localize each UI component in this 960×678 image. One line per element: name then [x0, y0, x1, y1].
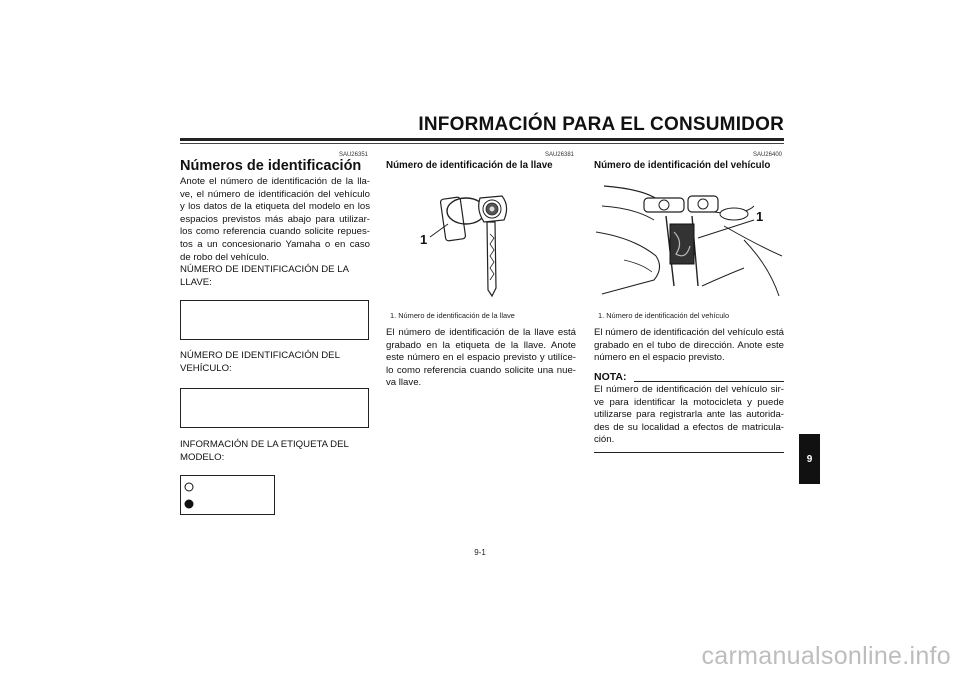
section-code: SAU26400 [752, 152, 782, 158]
key-paragraph: El número de identificación de la llave está grabado en la etiqueta de la llave. Anote este número en el espacio previsto y utilíce-lo como referencia cuando solicite una nue-va llave. [386, 327, 576, 389]
vehicle-illustration [594, 176, 784, 304]
page-number: 9-1 [474, 548, 486, 557]
note-paragraph: El número de identificación del vehículo sir-ve para identificar la motocicleta y puede utilizarse para registrarla ante las autorida-des de su localidad a efectos de matricula-ción. [594, 384, 784, 446]
vehicle-section-heading: Número de identificación del vehículo [594, 160, 771, 171]
vehicle-paragraph: El número de identificación del vehículo está grabado en el tubo de dirección. Anote este número en el espacio previsto. [594, 327, 784, 364]
header-rule-thin [180, 143, 784, 144]
chapter-tab[interactable]: 9 [799, 434, 820, 484]
section-code: SAU26381 [544, 152, 574, 158]
model-label-info-label: INFORMACIÓN DE LA ETIQUETA DEL MODELO: [180, 439, 349, 463]
model-label-field[interactable] [180, 475, 275, 515]
key-number-field[interactable] [180, 300, 369, 340]
vehicle-callout-number: 1 [756, 209, 764, 224]
section-code: SAU26351 [338, 152, 368, 158]
note-rule [634, 381, 784, 382]
key-illustration-svg [386, 176, 576, 304]
intro-paragraph: Anote el número de identificación de la lla-ve, el número de identificación del vehículo y los datos de la etiqueta del modelo en los espacios previstos más abajo para utilizar-los como referencia cuando solicite repues-tos a un concesionario Yamaha o en caso de robo del vehículo. [180, 176, 370, 263]
vehicle-number-field[interactable] [180, 388, 369, 428]
watermark: carmanualsonline.info [701, 642, 951, 670]
vehicle-figure-caption: 1. Número de identificación del vehículo [598, 311, 730, 320]
key-figure-caption: 1. Número de identificación de la llave [390, 311, 515, 320]
key-illustration [386, 176, 576, 304]
key-callout-number: 1 [420, 232, 428, 247]
vehicle-number-label: NÚMERO DE IDENTIFICACIÓN DEL VEHÍCULO: [180, 350, 340, 374]
page-header-title: INFORMACIÓN PARA EL CONSUMIDOR [418, 114, 784, 135]
key-number-label: NÚMERO DE IDENTIFICACIÓN DE LA LLAVE: [180, 264, 349, 288]
key-section-heading: Número de identificación de la llave [386, 160, 553, 171]
note-heading: NOTA: [594, 371, 627, 383]
header-rule [180, 138, 784, 141]
vehicle-illustration-svg [594, 176, 784, 304]
note-end-rule [594, 452, 784, 453]
model-label-markers [181, 476, 274, 514]
section-heading: Números de identificación [180, 158, 362, 174]
